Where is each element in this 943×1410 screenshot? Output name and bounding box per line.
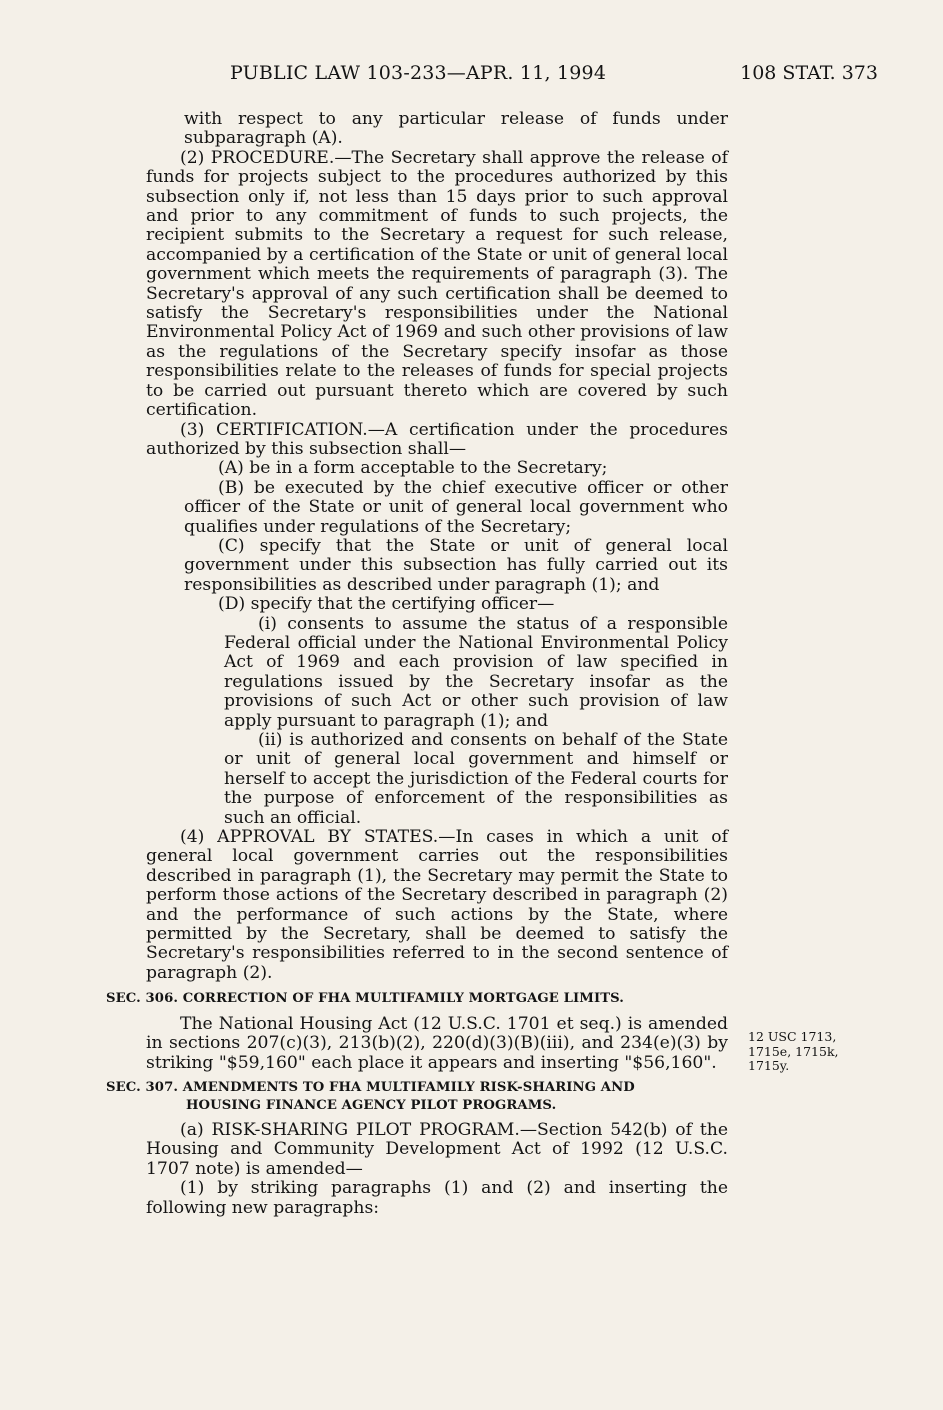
paragraph: (A) be in a form acceptable to the Secretary; — [218, 458, 608, 479]
paragraph: (i) consents to assume the status of a responsible Federal official under the National Environmental Policy Act of 1969 and each provision of law specified in regulations issued by the Secretary insofar as the provisions of such Act or other such provision of law apply pursuant to paragraph (1); and — [224, 613, 728, 731]
paragraph: (D) specify that the certifying officer— — [218, 594, 555, 615]
page-header-title: PUBLIC LAW 103-233—APR. 11, 1994 — [230, 62, 607, 84]
paragraph: (1) by striking paragraphs (1) and (2) and inserting the following new paragraphs: — [146, 1178, 728, 1218]
paragraph: The National Housing Act (12 U.S.C. 1701 et seq.) is amended in sections 207(c)(3), 213(b)(2), 220(d)(3)(B)(iii), and 234(e)(3) by striking "$59,160" each place it appears and inserting "$56,160". — [146, 1013, 728, 1073]
paragraph: (3) CERTIFICATION.—A certification under the procedures authorized by this subsection shall— — [146, 419, 728, 459]
section-heading-line-2: HOUSING FINANCE AGENCY PILOT PROGRAMS. — [186, 1097, 557, 1113]
paragraph: (B) be executed by the chief executive officer or other officer of the State or unit of general local government who qualifies under regulations of the Secretary; — [184, 477, 728, 537]
section-heading — [106, 1079, 728, 1115]
paragraph: (C) specify that the State or unit of general local government under this subsection has fully carried out its responsibilities as described under paragraph (1); and — [184, 535, 728, 595]
paragraph: (4) APPROVAL BY STATES.—In cases in which a unit of general local government carries out the responsibilities described in paragraph (1), the Secretary may permit the State to perform those actions of the Secretary described in paragraph (2) and the performance of such actions by the State, where permitted by the Secretary, shall be deemed to satisfy the Secretary's responsibilities referred to in the second sentence of paragraph (2). — [146, 827, 728, 983]
paragraph: (a) RISK-SHARING PILOT PROGRAM.—Section 542(b) of the Housing and Community Development Act of 1992 (12 U.S.C. 1707 note) is amended— — [146, 1119, 728, 1179]
section-heading-line-1: SEC. 307. AMENDMENTS TO FHA MULTIFAMILY RISK-SHARING AND — [106, 1079, 635, 1095]
paragraph: (ii) is authorized and consents on behalf of the State or unit of general local government and himself or herself to accept the jurisdiction of the Federal courts for the purpose of enforcement of the responsibilities as such an official. — [224, 730, 728, 828]
margin-citation: 12 USC 1713, 1715e, 1715k, 1715y. — [748, 1029, 839, 1073]
paragraph: with respect to any particular release of funds under subparagraph (A). — [184, 109, 728, 149]
paragraph: (2) PROCEDURE.—The Secretary shall approve the release of funds for projects subject to the procedures authorized by this subsection only if, not less than 15 days prior to such approval and prior to any commitment of funds to such projects, the recipient submits to the Secretary a request for such release, accompanied by a certification of the State or unit of general local government which meets the requirements of paragraph (3). The Secretary's approval of any such certification shall be deemed to satisfy the Secretary's responsibilities under the National Environmental Policy Act of 1969 and such other provisions of law as the regulations of the Secretary specify insofar as those responsibilities relate to the releases of funds for special projects to be carried out pursuant thereto which are covered by such certification. — [146, 147, 728, 421]
body-text — [106, 109, 728, 1218]
page-header-stat: 108 STAT. 373 — [740, 62, 878, 84]
section-heading: SEC. 306. CORRECTION OF FHA MULTIFAMILY MORTGAGE LIMITS. — [106, 991, 624, 1007]
